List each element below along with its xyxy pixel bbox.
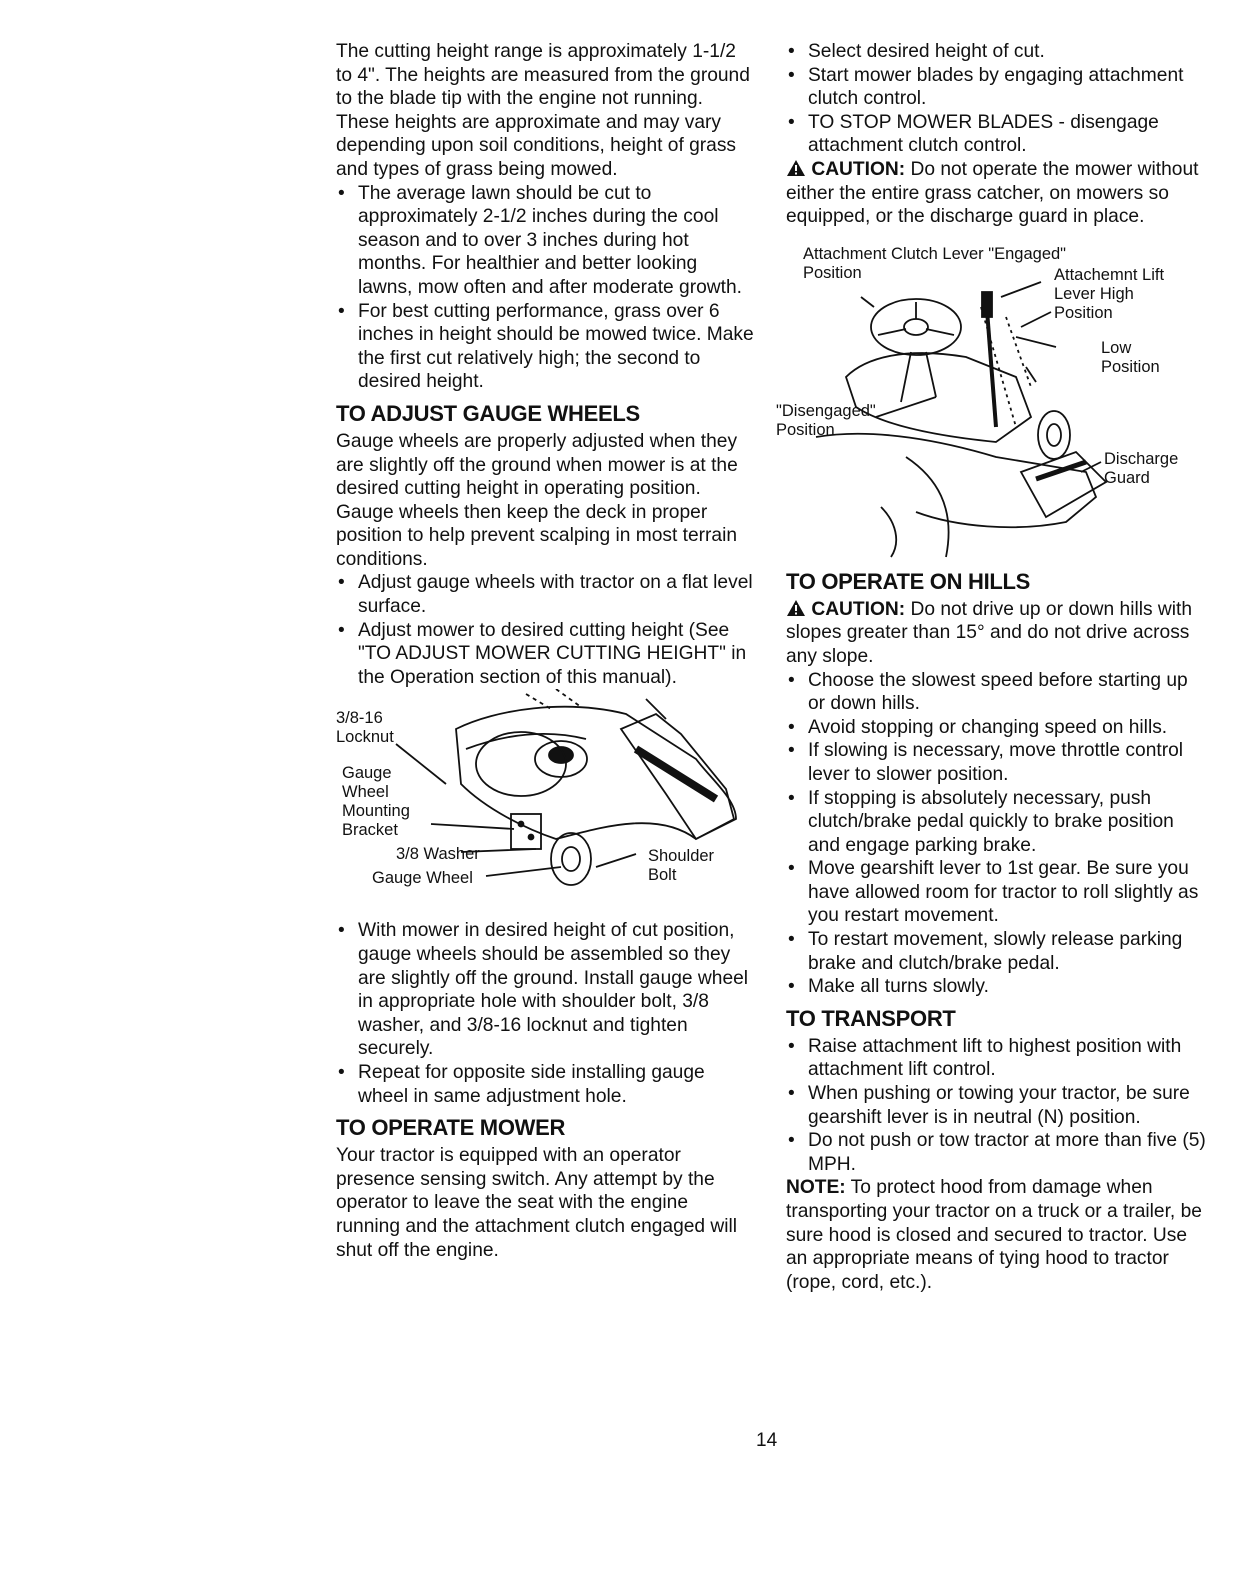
list-item: • Avoid stopping or changing speed on hills.	[786, 716, 1206, 740]
operate-mower-heading: TO OPERATE MOWER	[336, 1115, 566, 1141]
list-item: • With mower in desired height of cut position, gauge wheels should be assembled so they are slightly off the ground. Install gauge wheel in appropriate hole with shoulder bolt, 3/8 washer, and 3/8-16 locknut and tighten securely.	[336, 919, 756, 1061]
list-item: • Move gearshift lever to 1st gear. Be sure you have allowed room for tractor to roll slightly as you restart movement.	[786, 857, 1206, 928]
lift-lever-high-label: Attachemnt Lift Lever High Position	[1054, 265, 1165, 322]
low-position-label: Low Position	[1101, 338, 1160, 376]
list-item: • Make all turns slowly.	[786, 975, 1206, 999]
page-number: 14	[756, 1430, 778, 1451]
list-item: • Repeat for opposite side installing gauge wheel in same adjustment hole.	[336, 1061, 756, 1108]
cutting-tips-list	[336, 182, 756, 394]
hills-list	[786, 669, 1206, 999]
list-item: • Select desired height of cut.	[786, 40, 1206, 64]
warning-icon	[786, 599, 806, 617]
operate-steps-list	[786, 40, 1206, 158]
disengaged-position-label: "Disengaged" Position	[776, 401, 876, 439]
locknut-label: 3/8-16 Locknut	[336, 709, 394, 747]
list-item: • To restart movement, slowly release parking brake and clutch/brake pedal.	[786, 928, 1206, 975]
list-item: • Choose the slowest speed before starting up or down hills.	[786, 669, 1206, 716]
gauge-wheels-heading: TO ADJUST GAUGE WHEELS	[336, 400, 640, 426]
clutch-lever-figure	[776, 244, 1206, 562]
list-item: • TO STOP MOWER BLADES - disengage attachment clutch control.	[786, 111, 1206, 158]
transport-list	[786, 1035, 1206, 1177]
washer-label: 3/8 Washer	[396, 845, 480, 864]
list-item: • Start mower blades by engaging attachment clutch control.	[786, 64, 1206, 111]
list-item: • Adjust mower to desired cutting height (See "TO ADJUST MOWER CUTTING HEIGHT" in the Operation section of this manual).	[336, 619, 756, 690]
gauge-install-list	[336, 919, 756, 1108]
shoulder-bolt-label: Shoulder Bolt	[648, 847, 715, 885]
gauge-steps-list	[336, 571, 756, 689]
list-item: • Raise attachment lift to highest position with attachment lift control.	[786, 1035, 1206, 1082]
list-item: • If stopping is absolutely necessary, push clutch/brake pedal quickly to brake position and engage parking brake.	[786, 787, 1206, 858]
list-item: • The average lawn should be cut to approximately 2-1/2 inches during the cool season and to over 3 inches during hot months. For healthier and better looking lawns, mow often and after moderate growth.	[336, 182, 756, 300]
gauge-wheel-figure	[336, 689, 756, 919]
engaged-position-label: Attachment Clutch Lever "Engaged" Position	[803, 244, 1067, 282]
discharge-guard-label: Discharge Guard	[1104, 449, 1179, 487]
transport-heading: TO TRANSPORT	[786, 1005, 956, 1031]
right-column	[776, 40, 1206, 1294]
operate-mower-text: Your tractor is equipped with an operator presence sensing switch. Any attempt by the operator to leave the seat with the engine running and the attachment clutch engaged will shut off the engine.	[336, 1145, 738, 1261]
gauge-wheel-label: Gauge Wheel	[372, 869, 473, 888]
hills-heading: TO OPERATE ON HILLS	[786, 568, 1031, 594]
list-item: • If slowing is necessary, move throttle control lever to slower position.	[786, 739, 1206, 786]
caution-discharge: CAUTION: Do not operate the mower without either the entire grass catcher, on mowers so equipped, or the discharge guard in place.	[786, 158, 1199, 228]
gauge-wheels-intro: Gauge wheels are properly adjusted when they are slightly off the ground when mower is at the desired cutting height in operating position. Gauge wheels then keep the deck in proper position to help prevent scalping in most terrain conditions.	[336, 430, 738, 570]
caution-hills: CAUTION: Do not drive up or down hills with slopes greater than 15° and do not drive across any slope.	[786, 598, 1193, 667]
bracket-label: Gauge Wheel Mounting Bracket	[342, 764, 410, 840]
list-item: • Adjust gauge wheels with tractor on a flat level surface.	[336, 571, 756, 618]
warning-icon	[786, 159, 806, 177]
transport-note: NOTE: To protect hood from damage when transporting your tractor on a truck or a trailer, be sure hood is closed and secured to tractor. Use an appropriate means of tying hood to tractor (rope, cord, etc.).	[786, 1177, 1202, 1293]
left-column	[336, 40, 756, 1262]
list-item: • When pushing or towing your tractor, be sure gearshift lever is in neutral (N) position.	[786, 1082, 1206, 1129]
cutting-height-intro: The cutting height range is approximately 1-1/2 to 4". The heights are measured from the ground to the blade tip with the engine not running. These heights are approximate and may vary depending upon soil conditions, height of grass and types of grass being mowed.	[336, 41, 750, 180]
list-item: • Do not push or tow tractor at more than five (5) MPH.	[786, 1129, 1206, 1176]
list-item: • For best cutting performance, grass over 6 inches in height should be mowed twice. Make the first cut relatively high; the second to desired height.	[336, 300, 756, 394]
